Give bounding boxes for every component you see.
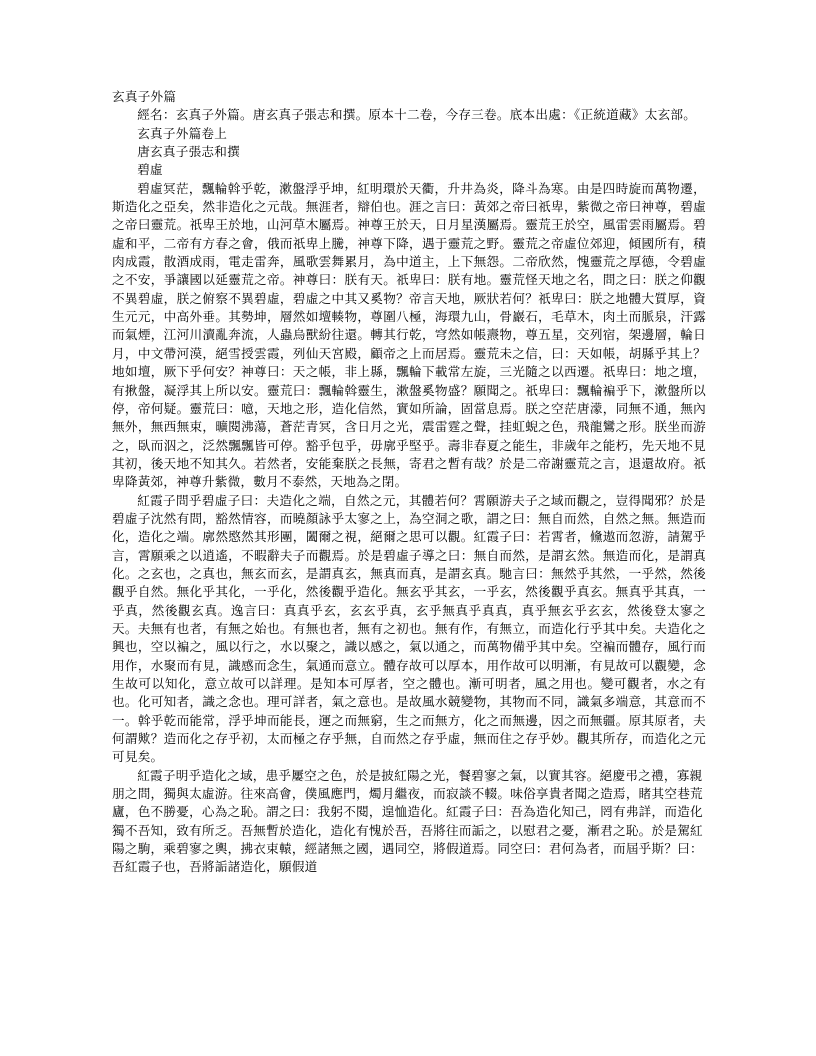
text-column — [112, 88, 706, 877]
body-paragraph-3: 紅霞子明乎造化之域，患乎屢空之色，於是披紅陽之光，餐碧寥之氣，以實其容。絕慶弔之禮，寡親朋之問，獨與太虛游。往來高會，僕風應門，燭月繼夜，而寂談不輟。味俗享貴者聞之造焉，睹其空巷荒廬，色不勝憂，心為之恥。謂之曰：我躬不閱，遑恤造化。紅霞子曰：吾為造化知己，罔有弗詳，而造化獨不吾知，致有所乏。吾無暫於造化，造化有愧於吾，吾將往而詬之，以慰君之憂，漸君之恥。於是駕紅陽之駒，乘碧寥之輿，拂衣束轅，經諸無之國，遇同空，將假道焉。同空曰：君何為者，而屆乎斯？曰：吾紅霞子也，吾將詬諸造化，願假道 — [112, 767, 703, 875]
section-heading-bixu: 碧虛 — [137, 162, 163, 178]
volume-heading: 玄真子外篇卷上 — [137, 125, 228, 141]
body-paragraph-2: 紅霞子問乎碧虛子曰：夫造化之端，自然之元，其體若何？霄願游夫子之域而觀之，豈得聞邪？於是碧虛子沈然有問，豁然情容，而曉顏詠乎太寥之上，為空洞之歌，謂之曰：無自而然，自然之無。無造而化，造化之端。廓然愍然其形團，闔爾之視，絕爾之思可以觀。紅霞子曰：若霄者，儵遨而忽游，請駕乎言，霄願乘之以逍遙，不暇辭夫子而觀焉。於是碧虛子導之曰：無自而然，是謂玄然。無造而化，是謂真化。之玄也，之真也，無玄而玄，是謂真玄，無真而真，是謂玄真。馳言曰：無然乎其然，一乎然，然後觀乎自然。無化乎其化，一乎化，然後觀乎造化。無玄乎其玄，一乎玄，然後觀乎真玄。無真乎其真，一乎真，然後觀玄真。逸言曰：真真乎玄，玄玄乎真，玄乎無真乎真真，真乎無玄乎玄玄，然後登太寥之天。夫無有也者，有無之始也。有無也者，無有之初也。無有作，有無立，而造化行乎其中矣。夫造化之興也，空以褊之，風以行之，水以聚之，識以感之，氣以通之，而萬物備乎其中矣。空褊而體存，風行而用作，水聚而有見，識感而念生，氣通而意立。體存故可以厚本，用作故可以明漸，有見故可以觀變，念生故可以知化，意立故可以詳理。是知本可厚者，空之體也。漸可明者，風之用也。變可觀者，水之有也。化可知者，識之念也。理可詳者，氣之意也。是故風水競變物，其物而不同，識氣多端意，其意而不一。斡乎乾而能常，浮乎坤而能長，運之而無窮，生之而無方，化之而無邊，因之而無疆。原其原者，夫何謂歟？造而化之存乎初，太而極之存乎無，自而然之存乎虛，無而住之存乎妙。觀其所存，而造化之元可見矣。 — [112, 492, 706, 765]
colophon-paragraph: 經名：玄真子外篇。唐玄真子張志和撰。原本十二卷，今存三卷。底本出處：《正統道藏》太玄部。 — [137, 107, 697, 123]
body-paragraph-1: 碧虛冥茫，飄輪斡乎乾，漱盤浮乎坤，紅明環於天衢，升井為炎，降斗為寒。由是四時旋而萬物遷，斯造化之亞矣，然非造化之元哉。無涯者，辯伯也。涯之言曰：黃郊之帝曰祇卑，紫微之帝曰神尊，碧虛之帝曰靈荒。祇卑王於地，山河草木屬焉。神尊王於天，日月星漢屬焉。靈荒王於空，風雷雲雨屬焉。碧虛和平，二帝有方春之會，俄而祇卑上騰，神尊下降，遇于靈荒之野。靈荒之帝虛位郊迎，傾國所有，積肉成霞，散酒成雨，電走雷奔，風歌雲舞累月，為中道主，上下無怨。二帝欣然，愧靈荒之厚德，令碧虛之不安，爭讓國以延靈荒之帝。神尊曰：朕有天。祇卑曰：朕有地。靈荒怪天地之名，問之曰：朕之仰觀不異碧虛，朕之俯察不異碧虛，碧虛之中其又奚物？帝言天地，厥狀若何？祇卑曰：朕之地體大質厚，資生元元，中高外垂。其勢坤，層然如壇輳物，尊圍八極，海環九山，骨巖石，毛草木，肉土而脈泉，汗露而氣煙，江河川瀆亂奔流，人蟲烏獸紛往還。轉其行乾，穹然如帳燾物，尊五星，交列宿，架邊層，輪日月，中文帶河漠，絕雪授雲霞，列仙天宮殿，顧帝之上而居焉。靈荒未之信，曰：天如帳，胡縣乎其上？地如壇，厥下乎何安？神尊曰：天之帳，非上縣，飄輪下載常左旋，三光隨之以西遷。祇卑曰：地之壇，有揪盤，凝浮其上所以安。靈荒曰：飄輪斡靈生，漱盤奚物盛？願聞之。祇卑曰：飄輪褊乎下，漱盤所以停，帝何疑。靈荒曰：噫，天地之形，造化信然，實如所論，固當息焉。朕之空茫唐濛，同無不通，無內無外，無西無束，曠閱沸蕩，蒼茫青冥，含日月之光，震雷霆之聲，挂虹蜺之色，飛龍鸞之形。朕坐而游之，臥而泅之，泛然飄飄皆可停。豁乎包乎，毋廓乎堅乎。壽非春夏之能生，非歲年之能朽，先天地不見其初，後天地不知其久。若然者，安能棄朕之長無，寄君之暫有哉？於是二帝謝靈荒之言，退還故府。祇卑降黃郊，神尊升紫微，數月不泰然，天地為之閉。 — [112, 180, 706, 490]
author-line: 唐玄真子張志和撰 — [137, 144, 240, 160]
document-title: 玄真子外篇 — [112, 89, 177, 104]
